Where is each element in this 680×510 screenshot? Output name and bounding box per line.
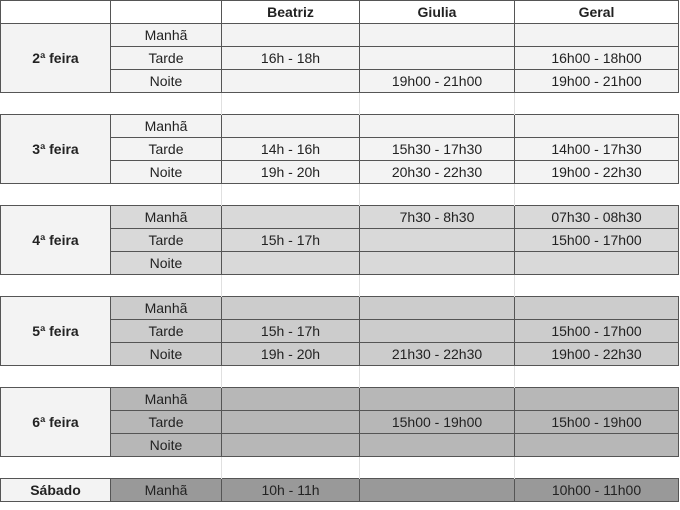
giulia-cell[interactable]: [360, 388, 515, 411]
geral-cell[interactable]: [515, 297, 679, 320]
schedule-row: [1, 115, 679, 138]
header-row: [1, 1, 679, 24]
beatriz-cell[interactable]: 16h - 18h: [222, 47, 360, 70]
beatriz-cell[interactable]: [222, 70, 360, 93]
period-cell[interactable]: Noite: [111, 252, 222, 275]
period-cell[interactable]: Tarde: [111, 47, 222, 70]
geral-cell[interactable]: 19h00 - 22h30: [515, 343, 679, 366]
header-beatriz[interactable]: Beatriz: [222, 1, 360, 24]
spacer-cell[interactable]: [1, 275, 111, 297]
geral-cell[interactable]: 10h00 - 11h00: [515, 479, 679, 502]
schedule-row: [1, 479, 679, 502]
beatriz-cell[interactable]: [222, 388, 360, 411]
period-cell[interactable]: Tarde: [111, 320, 222, 343]
giulia-cell[interactable]: 7h30 - 8h30: [360, 206, 515, 229]
spacer-row: [1, 366, 679, 388]
giulia-cell[interactable]: [360, 229, 515, 252]
spacer-cell[interactable]: [111, 275, 222, 297]
spacer-row: [1, 457, 679, 479]
period-cell[interactable]: Tarde: [111, 411, 222, 434]
beatriz-cell[interactable]: 15h - 17h: [222, 320, 360, 343]
spacer-row: [1, 184, 679, 206]
spacer-cell[interactable]: [1, 457, 111, 479]
period-cell[interactable]: Noite: [111, 161, 222, 184]
spacer-cell[interactable]: [360, 366, 515, 388]
giulia-cell[interactable]: [360, 252, 515, 275]
spacer-cell[interactable]: [222, 93, 360, 115]
beatriz-cell[interactable]: 15h - 17h: [222, 229, 360, 252]
geral-cell[interactable]: 15h00 - 17h00: [515, 229, 679, 252]
period-cell[interactable]: Noite: [111, 434, 222, 457]
spacer-cell[interactable]: [111, 457, 222, 479]
day-label-cell[interactable]: 2ª feira: [1, 24, 111, 93]
giulia-cell[interactable]: 15h30 - 17h30: [360, 138, 515, 161]
geral-cell[interactable]: 14h00 - 17h30: [515, 138, 679, 161]
geral-cell[interactable]: 19h00 - 21h00: [515, 70, 679, 93]
day-label-cell[interactable]: 5ª feira: [1, 297, 111, 366]
giulia-cell[interactable]: 15h00 - 19h00: [360, 411, 515, 434]
giulia-cell[interactable]: 21h30 - 22h30: [360, 343, 515, 366]
giulia-cell[interactable]: [360, 320, 515, 343]
spacer-cell[interactable]: [222, 184, 360, 206]
spacer-row: [1, 93, 679, 115]
period-cell[interactable]: Manhã: [111, 388, 222, 411]
period-cell[interactable]: Tarde: [111, 229, 222, 252]
schedule-row: [1, 24, 679, 47]
giulia-cell[interactable]: [360, 479, 515, 502]
geral-cell[interactable]: 15h00 - 19h00: [515, 411, 679, 434]
period-cell[interactable]: Tarde: [111, 138, 222, 161]
giulia-cell[interactable]: 19h00 - 21h00: [360, 70, 515, 93]
spacer-cell[interactable]: [360, 457, 515, 479]
spacer-cell[interactable]: [1, 366, 111, 388]
beatriz-cell[interactable]: [222, 115, 360, 138]
spacer-cell[interactable]: [515, 275, 679, 297]
period-cell[interactable]: Noite: [111, 70, 222, 93]
period-cell[interactable]: Noite: [111, 343, 222, 366]
spacer-row: [1, 275, 679, 297]
spacer-cell[interactable]: [515, 366, 679, 388]
geral-cell[interactable]: [515, 388, 679, 411]
geral-cell[interactable]: [515, 24, 679, 47]
day-label-cell[interactable]: 3ª feira: [1, 115, 111, 184]
beatriz-cell[interactable]: [222, 206, 360, 229]
period-cell[interactable]: Manhã: [111, 297, 222, 320]
geral-cell[interactable]: 07h30 - 08h30: [515, 206, 679, 229]
header-corner-cell[interactable]: [1, 1, 111, 24]
giulia-cell[interactable]: [360, 24, 515, 47]
period-cell[interactable]: Manhã: [111, 206, 222, 229]
spacer-cell[interactable]: [222, 275, 360, 297]
beatriz-cell[interactable]: 10h - 11h: [222, 479, 360, 502]
beatriz-cell[interactable]: [222, 411, 360, 434]
schedule-row: [1, 206, 679, 229]
giulia-cell[interactable]: [360, 47, 515, 70]
period-cell[interactable]: Manhã: [111, 479, 222, 502]
beatriz-cell[interactable]: 19h - 20h: [222, 161, 360, 184]
beatriz-cell[interactable]: [222, 434, 360, 457]
beatriz-cell[interactable]: [222, 24, 360, 47]
spacer-cell[interactable]: [515, 184, 679, 206]
spacer-cell[interactable]: [1, 93, 111, 115]
schedule-row: [1, 388, 679, 411]
period-cell[interactable]: Manhã: [111, 24, 222, 47]
beatriz-cell[interactable]: [222, 252, 360, 275]
geral-cell[interactable]: [515, 434, 679, 457]
spacer-cell[interactable]: [515, 457, 679, 479]
geral-cell[interactable]: [515, 115, 679, 138]
header-giulia[interactable]: Giulia: [360, 1, 515, 24]
spacer-cell[interactable]: [111, 93, 222, 115]
spacer-cell[interactable]: [360, 275, 515, 297]
schedule-row: [1, 297, 679, 320]
day-label-cell[interactable]: 6ª feira: [1, 388, 111, 457]
spacer-cell[interactable]: [111, 366, 222, 388]
day-label-cell[interactable]: 4ª feira: [1, 206, 111, 275]
spacer-cell[interactable]: [360, 93, 515, 115]
geral-cell[interactable]: 16h00 - 18h00: [515, 47, 679, 70]
spacer-cell[interactable]: [111, 184, 222, 206]
spacer-cell[interactable]: [1, 184, 111, 206]
spacer-cell[interactable]: [222, 457, 360, 479]
geral-cell[interactable]: 19h00 - 22h30: [515, 161, 679, 184]
day-label-cell[interactable]: Sábado: [1, 479, 111, 502]
header-geral[interactable]: Geral: [515, 1, 679, 24]
giulia-cell[interactable]: [360, 115, 515, 138]
giulia-cell[interactable]: [360, 297, 515, 320]
spacer-cell[interactable]: [360, 184, 515, 206]
beatriz-cell[interactable]: 19h - 20h: [222, 343, 360, 366]
geral-cell[interactable]: [515, 252, 679, 275]
period-cell[interactable]: Manhã: [111, 115, 222, 138]
beatriz-cell[interactable]: [222, 297, 360, 320]
geral-cell[interactable]: 15h00 - 17h00: [515, 320, 679, 343]
giulia-cell[interactable]: [360, 434, 515, 457]
header-period-cell[interactable]: [111, 1, 222, 24]
beatriz-cell[interactable]: 14h - 16h: [222, 138, 360, 161]
spacer-cell[interactable]: [222, 366, 360, 388]
spacer-cell[interactable]: [515, 93, 679, 115]
giulia-cell[interactable]: 20h30 - 22h30: [360, 161, 515, 184]
